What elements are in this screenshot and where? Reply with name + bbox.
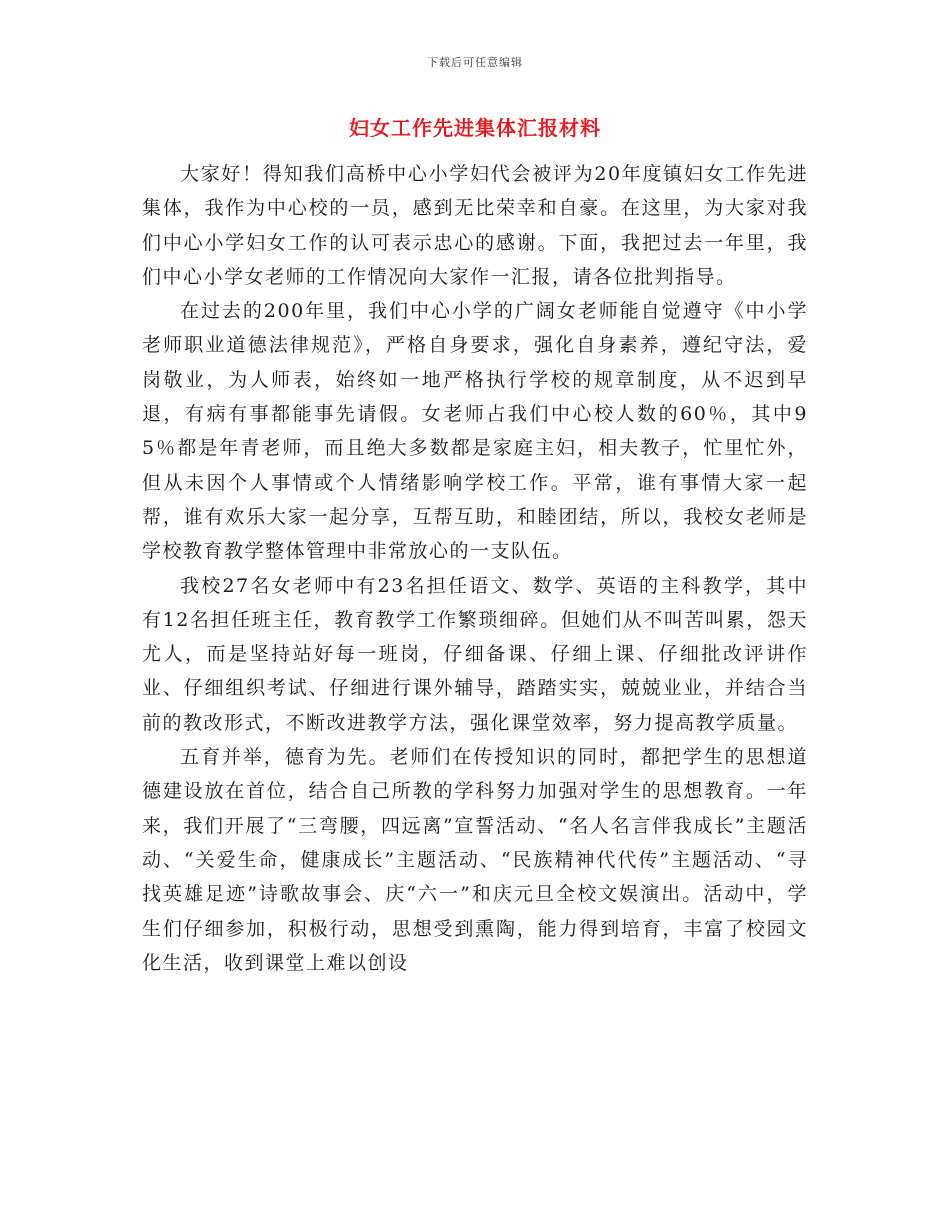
document-title: 妇女工作先进集体汇报材料 (349, 116, 601, 140)
paragraph-greeting: 大家好！得知我们高桥中心小学妇代会被评为20年度镇妇女工作先进集体，我作为中心校的一员，感到无比荣幸和自豪。在这里，为大家对我们中心小学妇女工作的认可表示忠心的感谢。下面，我把过去一年里，我们中心小学女老师的工作情况向大家作一汇报，请各位批判指导。 (142, 163, 808, 288)
paragraph-discipline: 在过去的200年里，我们中心小学的广阔女老师能自觉遵守《中小学老师职业道德法律规范》，严格自身要求，强化自身素养，遵纪守法，爱岗敬业，为人师表，始终如一地严格执行学校的规章制度，从不迟到早退，有病有事都能事先请假。女老师占我们中心校人数的60％，其中95％都是年青老师，而且绝大多数都是家庭主妇，相夫教子，忙里忙外，但从未因个人事情或个人情绪影响学校工作。平常，谁有事情大家一起帮，谁有欢乐大家一起分享，互帮互助，和睦团结，所以，我校女老师是学校教育教学整体管理中非常放心的一支队伍。 (142, 300, 808, 563)
paragraph-moral-education: 五育并举，德育为先。老师们在传授知识的同时，都把学生的思想道德建设放在首位，结合自己所教的学科努力加强对学生的思想教育。一年来，我们开展了“三弯腰，四远离”宣誓活动、“名人名言伴我成长”主题活动、“关爱生命，健康成长”主题活动、“民族精神代代传”主题活动、“寻找英雄足迹”诗歌故事会、庆“六一”和庆元旦全校文娱演出。活动中，学生们仔细参加，积极行动，思想受到熏陶，能力得到培育，丰富了校园文化生活，收到课堂上难以创设 (142, 746, 808, 974)
header-note: 下载后可任意编辑 (427, 56, 523, 69)
document-body (142, 157, 808, 980)
paragraph-teaching: 我校27名女老师中有23名担任语文、数学、英语的主科教学，其中有12名担任班主任，教育教学工作繁琐细碎。但她们从不叫苦叫累，怨天尤人，而是坚持站好每一班岗，仔细备课、仔细上课、仔细批改评讲作业、仔细组织考试、仔细进行课外辅导，踏踏实实，兢兢业业，并结合当前的教改形式，不断改进教学方法，强化课堂效率，努力提高教学质量。 (142, 574, 808, 734)
